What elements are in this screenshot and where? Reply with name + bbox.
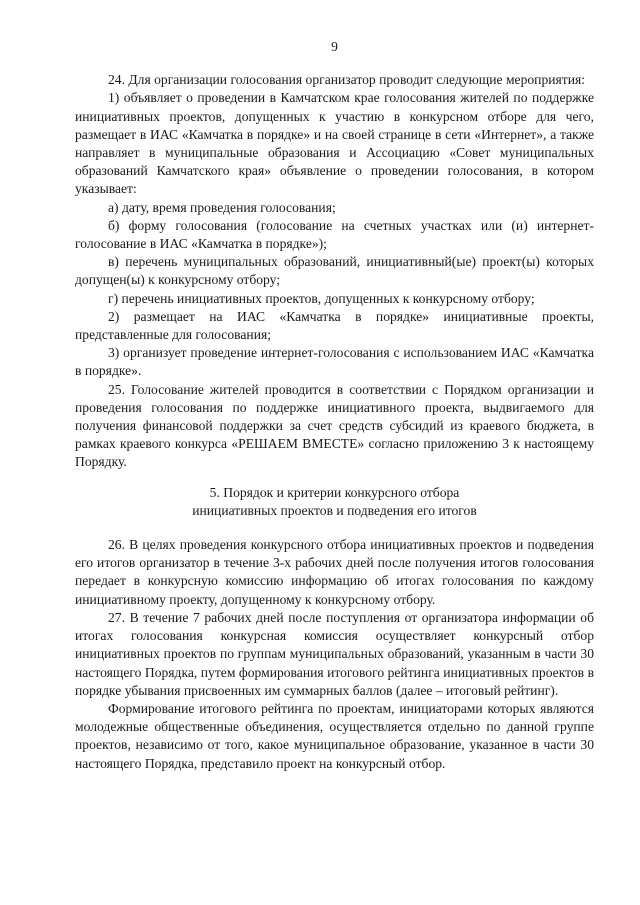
paragraph-27-continuation: Формирование итогового рейтинга по проектам, инициаторами которых являются молодежные общественные объединения, осуществляется отдельно по данной группе проектов, независимо от того, какое муниципальное образование, указанное в части 30 настоящего Порядка, представило проект на конкурсный отбор.	[75, 700, 594, 771]
paragraph-24-item-b: б) форму голосования (голосование на счетных участках или (и) интернет-голосование в ИАС «Камчатка в порядке»);	[75, 217, 594, 252]
paragraph-24: 24. Для организации голосования организатор проводит следующие мероприятия:	[108, 72, 586, 88]
page-number: 9	[331, 39, 338, 54]
paragraph-24-item-1: 1) объявляет о проведении в Камчатском крае голосования жителей по поддержке инициативных проектов, допущенных к участию в конкурсном отборе для чего, размещает в ИАС «Камчатка в порядке» и на своей странице в сети «Интернет», а также направляет в муниципальные образования и Ассоциацию «Совет муниципальных образований Камчатского края» объявление о проведении голосования, в котором указывает:	[75, 90, 594, 197]
section-heading-line-2: инициативных проектов и подведения его итогов	[192, 502, 477, 518]
section-heading	[75, 484, 594, 520]
paragraph-24-item-3: 3) организует проведение интернет-голосования с использованием ИАС «Камчатка в порядке».	[75, 345, 594, 379]
paragraph-27: 27. В течение 7 рабочих дней после поступления от организатора информации об итогах голосования конкурсная комиссия осуществляет конкурсный отбор инициативных проектов по группам муниципальных образований, указанным в части 30 настоящего Порядка, путем формирования итогового рейтинга инициативных проектов в порядке убывания присвоенных им суммарных баллов (далее – итоговый рейтинг).	[75, 609, 594, 698]
paragraph-25: 25. Голосование жителей проводится в соответствии с Порядком организации и проведения голосования по поддержке инициативного проекта, выдвигаемого для получения финансовой поддержки за счет средств субсидий из краевого бюджета, в рамках краевого конкурса «РЕШАЕМ ВМЕСТЕ» согласно приложению 3 к настоящему Порядку.	[75, 381, 594, 470]
paragraph-24-item-2: 2) размещает на ИАС «Камчатка в порядке» инициативные проекты, представленные для голосования;	[75, 308, 594, 343]
paragraph-26: 26. В целях проведения конкурсного отбора инициативных проектов и подведения его итогов организатор в течение 3-х рабочих дней после получения итогов голосования передает в конкурсную комиссию информацию об итогах голосования по каждому инициативному проекту, допущенному к конкурсному отбору.	[75, 537, 594, 607]
section-heading-line-1: 5. Порядок и критерии конкурсного отбора	[209, 484, 460, 500]
paragraph-24-item-g: г) перечень инициативных проектов, допущенных к конкурсному отбору;	[108, 290, 535, 306]
paragraph-24-item-a: а) дату, время проведения голосования;	[108, 199, 336, 215]
paragraph-24-item-v: в) перечень муниципальных образований, инициативный(ые) проект(ы) которых допущен(ы) к конкурсному отбору;	[75, 254, 594, 288]
